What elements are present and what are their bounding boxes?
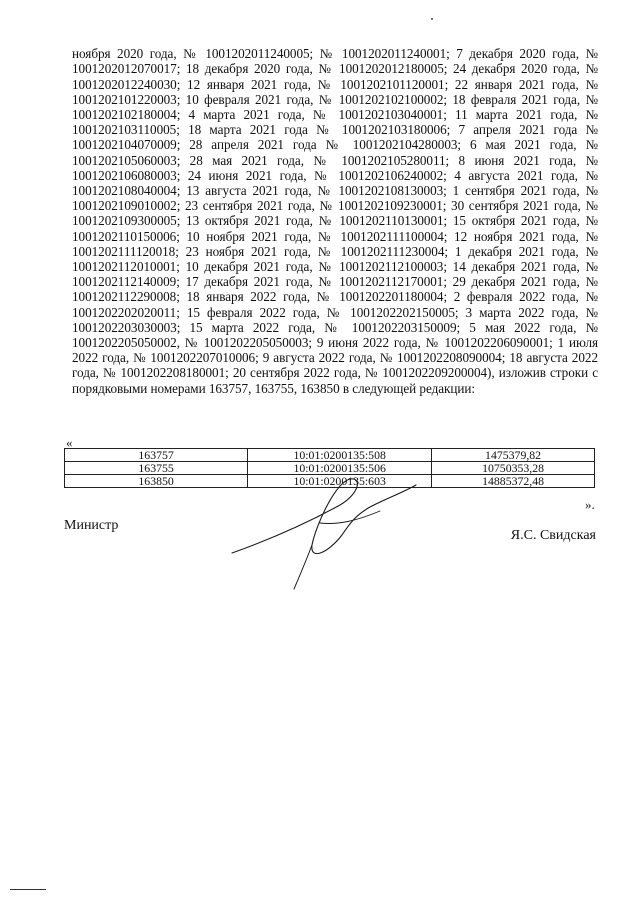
scan-speck [431,18,433,20]
cadastral-value-cell: 1475379,82 [432,449,595,462]
row-number-cell: 163757 [65,449,248,462]
row-number-cell: 163850 [65,475,248,488]
cadastral-value-cell: 14885372,48 [432,475,595,488]
cadastral-number-cell: 10:01:0200135:603 [248,475,432,488]
body-paragraph: ноября 2020 года, № 1001202011240005; № 1001202011240001; 7 декабря 2020 года, № 1001202012070017; 18 декабря 2020 года, № 1001202012180005; 24 декабря 2020 года, № 1001202012240030; 12 января 2021 года, № 1001202101120001; 22 января 2021 года, № 1001202101220003; 10 февраля 2021 года, № 1001202102100002; 18 февраля 2021 года, № 1001202102180004; 4 марта 2021 года, № 1001202103040001; 11 марта 2021 года, № 1001202103110005; 18 марта 2021 года № 1001202103180006; 7 апреля 2021 года № 1001202104070009; 28 апреля 2021 года № 1001202104280003; 6 мая 2021 года, № 1001202105060003; 28 мая 2021 года, № 1001202105280011; 8 июня 2021 года, № 1001202106080003; 24 июня 2021 года, № 1001202106240002; 4 августа 2021 года, № 1001202108040004; 13 августа 2021 года, № 1001202108130003; 1 сентября 2021 года, № 1001202109010002; 23 сентября 2021 года, № 1001202109230001; 30 сентября 2021 года, № 1001202109300005; 13 октября 2021 года, № 1001202110130001; 15 октября 2021 года, № 1001202110150006; 10 ноября 2021 года, № 1001202111100004; 12 ноября 2021 года, № 1001202111120018; 23 ноября 2021 года, № 1001202111230004; 1 декабря 2021 года, № 1001202112010001; 10 декабря 2021 года, № 1001202112100003; 14 декабря 2021 года, № 1001202112140009; 17 декабря 2021 года, № 1001202112170001; 29 декабря 2021 года, № 1001202112290008; 18 января 2022 года, № 1001202201180004; 2 февраля 2022 года, № 1001202202020011; 15 февраля 2022 года, № 1001202202150005; 3 марта 2022 года, № 1001202203030003; 15 марта 2022 года, № 1001202203150009; 5 мая 2022 года, № 1001202205050002, № 1001202205050003; 9 июня 2022 года, № 1001202206090001; 1 июля 2022 года, № 1001202207010006; 9 августа 2022 года, № 1001202208090004; 18 августа 2022 года, № 1001202208180001; 20 сентября 2022 года, № 1001202209200004), изложив строки с порядковыми номерами 163757, 163755, 163850 в следующей редакции: [72,46,598,396]
row-number-cell: 163755 [65,462,248,475]
cadastral-number-cell: 10:01:0200135:506 [248,462,432,475]
closing-quote: ». [585,497,595,512]
signer-position: Министр [64,518,119,533]
footer-rule [10,889,46,890]
signer-name: Я.С. Свидская [510,528,596,543]
handwritten-signature [220,465,420,595]
cadastral-number-cell: 10:01:0200135:508 [248,449,432,462]
cadastral-value-cell: 10750353,28 [432,462,595,475]
table-row [65,449,595,462]
opening-quote: « [66,435,73,450]
